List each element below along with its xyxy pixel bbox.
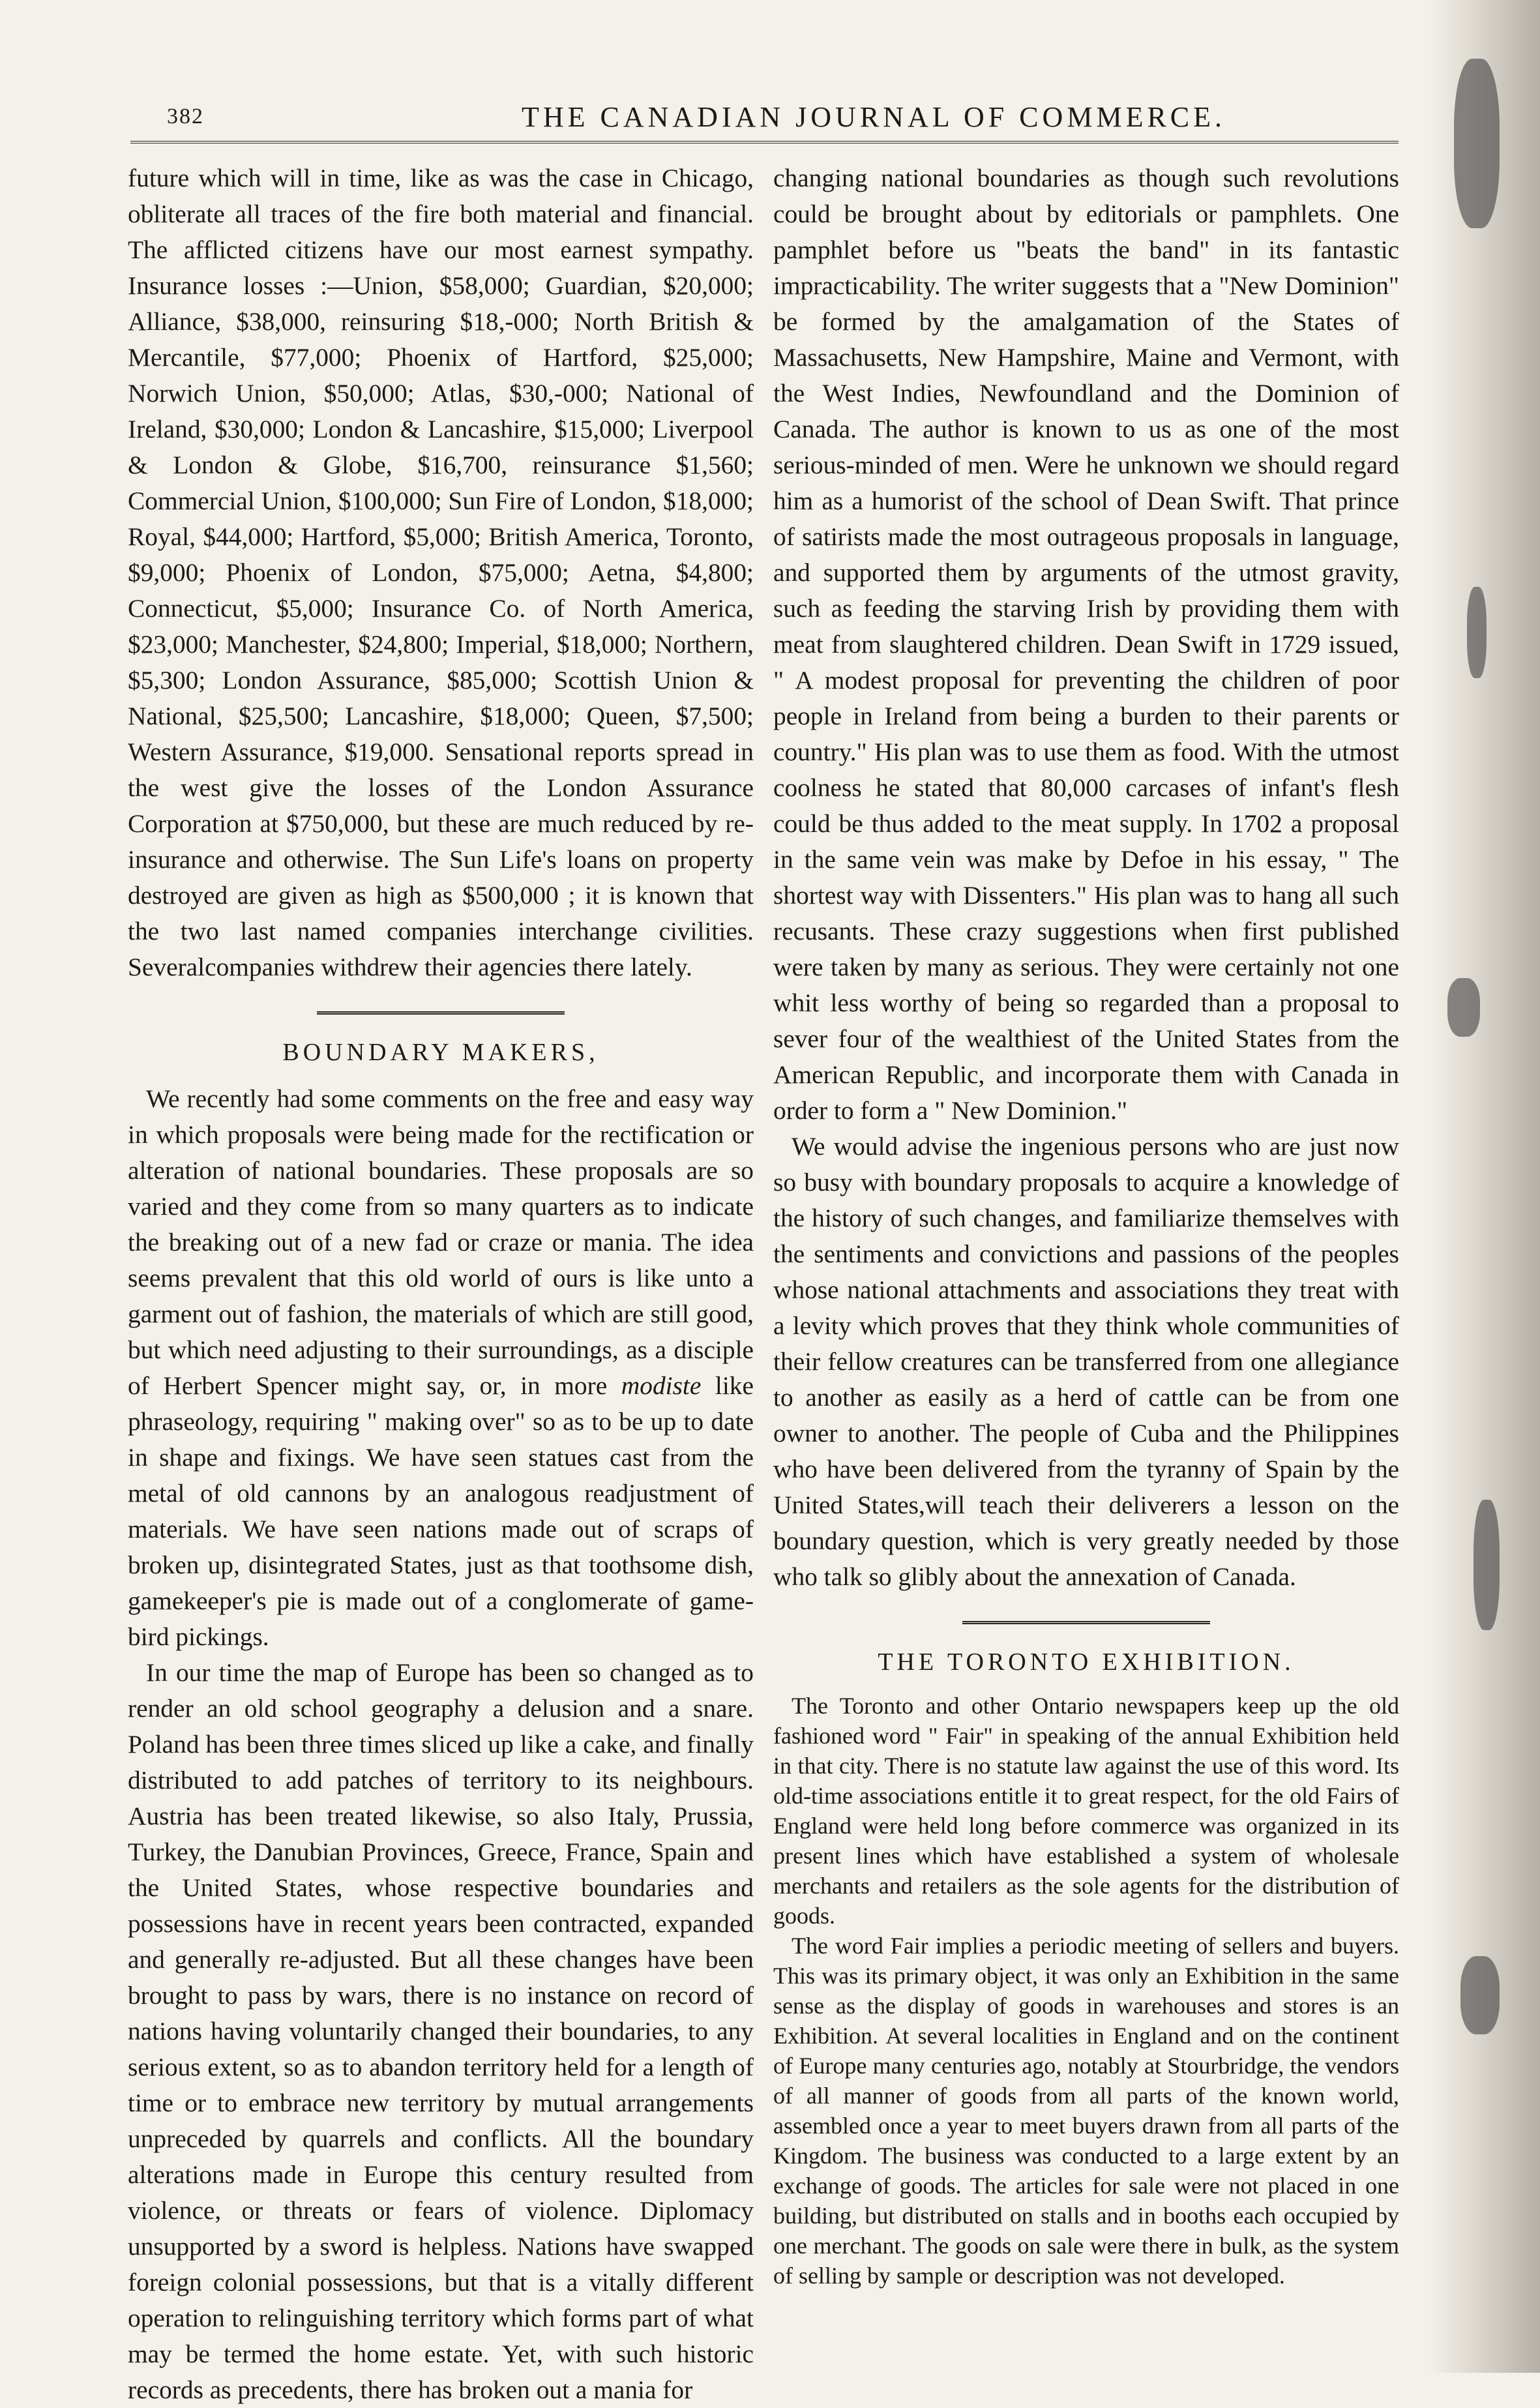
boundary-paragraph-1 (128, 1081, 754, 1655)
section-divider (317, 1011, 565, 1015)
ink-blot (1454, 59, 1500, 228)
boundary-paragraph-2: In our time the map of Europe has been so changed as to render an old school geography a delusion and a snare. Poland has been three times sliced up like a cake, and finally distributed to add patches of territory to its neighbours. Austria has been treated likewise, so also Italy, Prussia, Turkey, the Danubian Provinces, Greece, France, Spain and the United States, whose respective boundaries and possessions have in recent years been contracted, expanded and generally re-adjusted. But all these changes have been brought to pass by wars, there is no instance on record of nations having voluntarily changed their boundaries, to any serious extent, so as to abandon territory held for a length of time or to embrace new territory by mutual arrangements unpreceded by quarrels and conflicts. All the boundary alterations made in Europe this century resulted from violence, or threats or fears of violence. Diplomacy unsupported by a sword is helpless. Nations have swapped foreign colonial possessions, but that is a vitally different operation to relinguishing territory which forms part of what may be termed the home estate. Yet, with such historic records as precedents, there has broken out a mania for (128, 1658, 754, 2404)
exhibition-paragraph-2: The word Fair implies a periodic meeting of sellers and buyers. This was its primary object, it was only an Exhibition in the same sense as the display of goods in warehouses and stores is an Exhibition. At several localities in England and on the continent of Europe many centuries ago, notably at Stourbridge, the vendors of all manner of goods from all parts of the known world, assembled once a year to meet buyers drawn from all parts of the Kingdom. The business was conducted to a large extent by an exchange of goods. The articles for sale were not placed in one building, but distributed on stalls and in booths each occupied by one merchant. The goods on sale were there in bulk, as the system of selling by sample or description was not developed. (773, 1933, 1399, 2289)
insurance-losses-paragraph: future which will in time, like as was the case in Chicago, obliterate all traces of the fire both material and financial. The afflicted citizens have our most earnest sympathy. Insurance losses :—Union, $58,000; Guardian, $20,000; Alliance, $38,000, reinsuring $18,-000; North British & Mercantile, $77,000; Phoenix of Hartford, $25,000; Norwich Union, $50,000; Atlas, $30,-000; National of Ireland, $30,000; London & Lancashire, $15,000; Liverpool & London & Globe, $16,700, reinsurance $1,560; Commercial Union, $100,000; Sun Fire of London, $18,000; Royal, $44,000; Hartford, $5,000; British America, Toronto, $9,000; Phoenix of London, $75,000; Aetna, $4,800; Connecticut, $5,000; Insurance Co. of North America, $23,000; Manchester, $24,800; Imperial, $18,000; Northern, $5,300; London Assurance, $85,000; Scottish Union & National, $25,500; Lancashire, $18,000; Queen, $7,500; Western Assurance, $19,000. Sensational reports spread in the west give the losses of the London Assurance Corporation at $750,000, but these are much reduced by re-insurance and otherwise. The Sun Life's loans on property destroyed are given as high as $500,000 ; it is known that the two last named companies interchange civilities. Severalcompanies withdrew their agencies there lately. (128, 164, 754, 981)
boundary-paragraph-continued: changing national boundaries as though such revolutions could be brought about by editorials or pamphlets. One pamphlet before us "beats the band" in its fantastic impracticability. The writer suggests that a "New Dominion" be formed by the amalgamation of the States of Massachusetts, New Hampshire, Maine and Vermont, with the West Indies, Newfoundland and the Dominion of Canada. The author is known to us as one of the most serious-minded of men. Were he unknown we should regard him as a humorist of the school of Dean Swift. That prince of satirists made the most outrageous proposals in language, and supported them by arguments of the utmost gravity, such as feeding the starving Irish by providing them with meat from slaughtered children. Dean Swift in 1729 issued, " A modest proposal for preventing the children of poor people in Ireland from being a burden to their parents or country." His plan was to use them as food. With the utmost coolness he stated that 80,000 carcases of infant's flesh could be thus added to the meat supply. In 1702 a proposal in the same vein was make by Defoe in his essay, " The shortest way with Dissenters." His plan was to hang all such recusants. These crazy suggestions when first published were taken by many as serious. They were certainly not one whit less worthy of being so regarded than a proposal to sever four of the wealthiest of the United States from the American Republic, and incorporate them with Canada in order to form a " New Dominion." (773, 164, 1399, 1125)
boundary-paragraph-1-end: like phraseology, requiring " making over" so as to be up to date in shape and fixings. We have seen statues cast from the metal of old cannons by an analogous readjustment of materials. We have seen nations made out of scraps of broken up, disintegrated States, just as that toothsome dish, gamekeeper's pie is made out of a conglomerate of game-bird pickings. (128, 1371, 754, 1651)
left-column (128, 160, 754, 2408)
section-divider (962, 1621, 1210, 1624)
exhibition-paragraph-1: The Toronto and other Ontario newspapers keep up the old fashioned word " Fair" in speaking of the annual Exhibition held in that city. There is no statute law against the use of this word. Its old-time associations entitle it to great respect, for the old Fairs of England were held long before commerce was organized in its present lines which have established a system of wholesale merchants and retailers as the sole agents for the distribution of goods. (773, 1693, 1399, 1929)
torn-page-edge (1428, 0, 1540, 2373)
header-rule (130, 141, 1399, 143)
boundary-paragraph-1-start: We recently had some comments on the free and easy way in which proposals were being made for the rectification or alteration of national boundaries. These proposals are so varied and they come from so many quarters as to indicate the breaking out of a new fad or craze or mania. The idea seems prevalent that this old world of ours is like unto a garment out of fashion, the materials of which are still good, but which need adjusting to their surroundings, as a disciple of Herbert Spencer might say, or, in more (128, 1084, 754, 1400)
journal-title: THE CANADIAN JOURNAL OF COMMERCE. (521, 101, 1226, 133)
right-column (773, 160, 1399, 2291)
section-title-toronto-exhibition: THE TORONTO EXHIBITION. (878, 1648, 1295, 1676)
section-title-boundary-makers: BOUNDARY MAKERS, (282, 1039, 599, 1066)
ink-blot (1447, 978, 1480, 1037)
page-number: 382 (167, 104, 204, 128)
ink-blot (1467, 587, 1487, 678)
modiste-term: modiste (621, 1371, 702, 1400)
ink-blot (1473, 1500, 1500, 1630)
ink-blot (1460, 1956, 1500, 2034)
boundary-advice-paragraph: We would advise the ingenious persons who are just now so busy with boundary proposals to acquire a knowledge of the history of such changes, and familiarize themselves with the sentiments and convictions and passions of the peoples whose national attachments and associations they treat with a levity which proves that they think whole communities of their fellow creatures can be transferred from one allegiance to another as easily as a herd of cattle can be from one owner to another. The people of Cuba and the Philippines who have been delivered from the tyranny of Spain by the United States,will teach their deliverers a lesson on the boundary question, which is very greatly needed by those who talk so glibly about the annexation of Canada. (773, 1132, 1399, 1591)
